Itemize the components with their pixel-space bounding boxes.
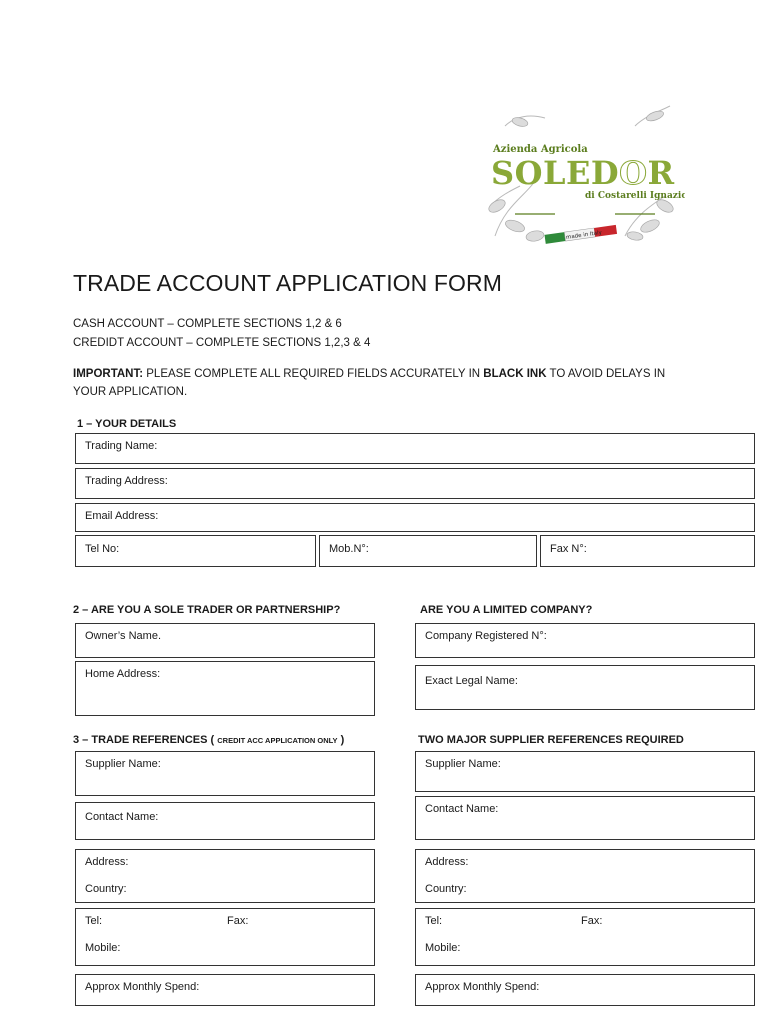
owner-name-label: Owner’s Name.: [85, 630, 162, 642]
mob-no-label: Mob.N°:: [329, 543, 369, 555]
section3-heading: [73, 734, 344, 746]
important-label: IMPORTANT:: [73, 368, 144, 380]
ref1-address-field[interactable]: [75, 849, 375, 903]
home-address-field[interactable]: [75, 661, 375, 716]
important-text-a: PLEASE COMPLETE ALL REQUIRED FIELDS ACCURATELY IN: [143, 368, 484, 380]
black-ink-emphasis: BLACK INK: [483, 368, 547, 380]
ref1-country-label: Country:: [85, 883, 127, 895]
section1-heading: 1 – YOUR DETAILS: [77, 418, 177, 430]
ref2-supplier-name-label: Supplier Name:: [425, 758, 501, 770]
tel-no-label: Tel No:: [85, 543, 120, 555]
important-note: [73, 368, 665, 380]
ref2-address-field[interactable]: [415, 849, 755, 903]
ref1-contact-name-label: Contact Name:: [85, 811, 159, 823]
trading-name-label: Trading Name:: [85, 440, 158, 452]
cash-account-note: CASH ACCOUNT – COMPLETE SECTIONS 1,2 & 6: [73, 318, 342, 330]
page-title: TRADE ACCOUNT APPLICATION FORM: [73, 270, 502, 296]
ref2-mobile-label: Mobile:: [425, 942, 461, 954]
ref1-tel-field[interactable]: [75, 908, 375, 966]
ref2-contact-name-label: Contact Name:: [425, 803, 499, 815]
important-text-b: TO AVOID DELAYS IN: [546, 368, 666, 380]
mob-no-field[interactable]: [319, 535, 537, 567]
ref1-monthly-spend-field[interactable]: [75, 974, 375, 1006]
important-note-line2: YOUR APPLICATION.: [73, 386, 188, 398]
section3-heading-small: CREDIT ACC APPLICATION ONLY: [217, 736, 338, 745]
tel-no-field[interactable]: [75, 535, 316, 567]
section3-heading-text: 3 – TRADE REFERENCES (: [73, 734, 218, 746]
trading-name-field[interactable]: [75, 433, 755, 464]
logo-line3: di Costarelli Ignazio: [585, 191, 685, 201]
home-address-label: Home Address:: [85, 668, 161, 680]
logo-brand: SOLEDOR: [491, 154, 675, 192]
logo-ribbon-text: made in Italy: [565, 229, 603, 241]
ref1-supplier-name-field[interactable]: [75, 751, 375, 796]
ref2-contact-name-field[interactable]: [415, 796, 755, 840]
owner-name-field[interactable]: [75, 623, 375, 658]
ref2-tel-field[interactable]: [415, 908, 755, 966]
ref2-tel-label: Tel:: [425, 915, 443, 927]
email-address-field[interactable]: [75, 503, 755, 532]
supplier-references-heading: TWO MAJOR SUPPLIER REFERENCES REQUIRED: [418, 734, 684, 746]
ref1-tel-label: Tel:: [85, 915, 103, 927]
ref2-monthly-spend-label: Approx Monthly Spend:: [425, 981, 540, 993]
ref1-supplier-name-label: Supplier Name:: [85, 758, 161, 770]
limited-company-heading: ARE YOU A LIMITED COMPANY?: [420, 604, 593, 616]
section3-heading-end: ): [337, 734, 345, 746]
credit-account-note: CREDIDT ACCOUNT – COMPLETE SECTIONS 1,2,3 & 4: [73, 337, 371, 349]
trading-address-field[interactable]: [75, 468, 755, 499]
ref2-address-label: Address:: [425, 856, 469, 868]
company-registered-label: Company Registered N°:: [425, 630, 547, 642]
ref2-fax-label: Fax:: [581, 915, 603, 927]
ref1-contact-name-field[interactable]: [75, 802, 375, 840]
legal-name-field[interactable]: [415, 665, 755, 710]
ref2-country-label: Country:: [425, 883, 467, 895]
company-registered-field[interactable]: [415, 623, 755, 658]
ref2-supplier-name-field[interactable]: [415, 751, 755, 792]
logo-graphic: [475, 86, 685, 252]
fax-no-label: Fax N°:: [550, 543, 587, 555]
ref1-fax-label: Fax:: [227, 915, 249, 927]
ref2-monthly-spend-field[interactable]: [415, 974, 755, 1006]
trading-address-label: Trading Address:: [85, 475, 168, 487]
ref1-monthly-spend-label: Approx Monthly Spend:: [85, 981, 200, 993]
company-logo: [475, 86, 685, 252]
legal-name-label: Exact Legal Name:: [425, 675, 518, 687]
email-address-label: Email Address:: [85, 510, 159, 522]
fax-no-field[interactable]: [540, 535, 755, 567]
ref1-address-label: Address:: [85, 856, 129, 868]
logo-line1: Azienda Agricola: [493, 144, 588, 155]
ref1-mobile-label: Mobile:: [85, 942, 121, 954]
section2-heading: 2 – ARE YOU A SOLE TRADER OR PARTNERSHIP?: [73, 604, 341, 616]
